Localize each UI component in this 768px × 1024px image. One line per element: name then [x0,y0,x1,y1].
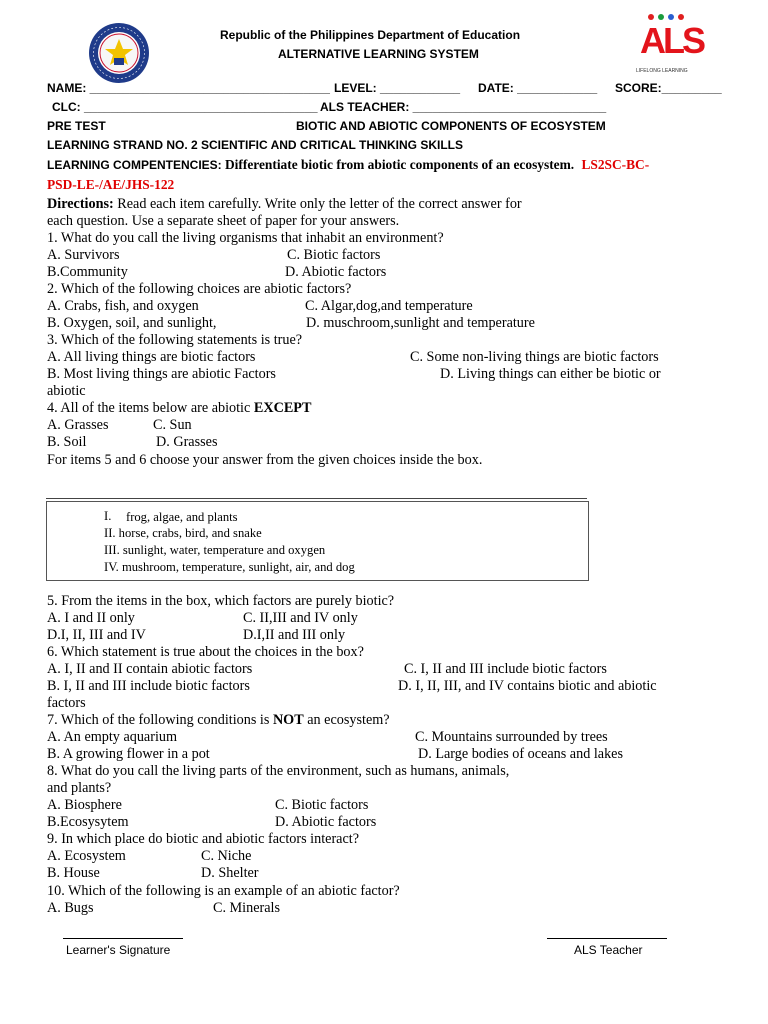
als-logo [636,12,703,78]
q2-option-a: A. Crabs, fish, and oxygen [47,298,199,314]
q7-option-b: B. A growing flower in a pot [47,746,210,762]
competency-label: LEARNING COMPENTENCIES: [47,158,226,172]
q7-emphasis: NOT [272,712,304,728]
competency-text: Differentiate biotic from abiotic components of an ecosystem. [225,157,575,172]
directions-text-1: Read each item carefully. Write only the letter of the correct answer for [113,196,522,212]
q8-option-b: B.Ecosysytem [47,814,129,830]
header-line-2: ALTERNATIVE LEARNING SYSTEM [278,47,479,61]
q5-option-a: A. I and II only [47,610,135,626]
q7-option-c: C. Mountains surrounded by trees [415,729,608,745]
name-field[interactable]: NAME: ____________________________________ [47,81,330,95]
pretest-label: PRE TEST [47,119,106,133]
q4-option-d: D. Grasses [156,434,218,450]
question-5: 5. From the items in the box, which factors are purely biotic? [47,593,395,609]
question-2: 2. Which of the following choices are abiotic factors? [47,281,352,297]
q9-option-c: C. Niche [201,848,252,864]
learning-strand: LEARNING STRAND NO. 2 SCIENTIFIC AND CRITICAL THINKING SKILLS [47,138,464,152]
date-field[interactable]: DATE: ____________ [478,81,598,95]
competency-code-1: LS2SC-BC- [581,157,650,172]
teacher-signature-line[interactable] [547,938,667,939]
topic-title: BIOTIC AND ABIOTIC COMPONENTS OF ECOSYSTEM [296,119,606,133]
q6-option-d: D. I, II, III, and IV contains biotic and abiotic [398,678,657,694]
box-item-4: IV. mushroom, temperature, sunlight, air, and dog [104,560,355,574]
question-8-cont: and plants? [47,780,112,796]
q6-option-a: A. I, II and II contain abiotic factors [47,661,253,677]
q3-option-a: A. All living things are biotic factors [47,349,256,365]
learner-signature-label: Learner's Signature [66,943,171,957]
competency-line [47,157,649,173]
q8-option-d: D. Abiotic factors [275,814,377,830]
q2-option-b: B. Oxygen, soil, and sunlight, [47,315,217,331]
q9-option-d: D. Shelter [201,865,259,881]
q4-option-a: A. Grasses [47,417,109,433]
q9-option-b: B. House [47,865,100,881]
question-10: 10. Which of the following is an example of an abiotic factor? [47,883,400,899]
q4-option-b: B. Soil [47,434,87,450]
q10-option-a: A. Bugs [47,900,94,916]
q9-option-a: A. Ecosystem [47,848,126,864]
q7-option-d: D. Large bodies of oceans and lakes [418,746,623,762]
question-9: 9. In which place do biotic and abiotic factors interact? [47,831,360,847]
box-item-3: III. sunlight, water, temperature and oxygen [104,543,326,557]
box-item-1-num: I. [104,509,112,523]
teacher-signature-label: ALS Teacher [574,943,643,957]
question-1: 1. What do you call the living organisms that inhabit an environment? [47,230,444,246]
q6-option-d-cont: factors [47,695,86,711]
deped-seal-icon [88,22,150,84]
q2-option-d: D. muschroom,sunlight and temperature [306,315,535,331]
als-logo-caption: LIFELONG LEARNING [636,68,688,74]
directions-line-2: each question. Use a separate sheet of paper for your answers. [47,213,400,229]
als-teacher-field[interactable]: ALS TEACHER: _____________________________ [320,100,607,114]
items-note: For items 5 and 6 choose your answer from the given choices inside the box. [47,452,483,468]
q1-option-c: C. Biotic factors [287,247,381,263]
box-item-1: frog, algae, and plants [126,510,238,524]
box-item-2: II. horse, crabs, bird, and snake [104,526,262,540]
q8-option-c: C. Biotic factors [275,797,369,813]
q7-text-end: an ecosystem? [303,712,390,728]
q1-option-b: B.Community [47,264,128,280]
q7-text: 7. Which of the following conditions is [47,712,273,728]
competency-code-2: PSD-LE-/AE/JHS-122 [47,177,175,192]
q3-option-c: C. Some non-living things are biotic factors [410,349,659,365]
q3-option-d: D. Living things can either be biotic or [440,366,661,382]
directions-line-1 [47,196,522,213]
question-6: 6. Which statement is true about the choices in the box? [47,644,364,660]
q4-text: 4. All of the items below are abiotic [47,400,254,416]
q6-option-c: C. I, II and III include biotic factors [404,661,607,677]
q4-option-c: C. Sun [153,417,192,433]
als-logo-text: ALS [640,20,703,61]
question-4 [47,400,311,417]
q10-option-c: C. Minerals [213,900,280,916]
q5-option-d: D.I,II and III only [243,627,346,643]
level-field[interactable]: LEVEL: ____________ [334,81,461,95]
score-field[interactable]: SCORE:_________ [615,81,722,95]
clc-field[interactable]: CLC: ___________________________________ [52,100,318,114]
directions-label: Directions: [47,196,114,212]
box-top-rule [46,498,587,499]
q5-option-c: C. II,III and IV only [243,610,358,626]
q6-option-b: B. I, II and III include biotic factors [47,678,250,694]
question-8: 8. What do you call the living parts of the environment, such as humans, animals, [47,763,510,779]
q4-emphasis: EXCEPT [253,400,312,416]
header-line-1: Republic of the Philippines Department of Education [220,28,521,42]
q1-option-d: D. Abiotic factors [285,264,387,280]
q8-option-a: A. Biosphere [47,797,122,813]
learner-signature-line[interactable] [63,938,183,939]
q5-option-b: D.I, II, III and IV [47,627,146,643]
question-7 [47,712,390,729]
q3-option-b: B. Most living things are abiotic Factors [47,366,276,382]
q3-option-d-cont: abiotic [47,383,86,399]
q2-option-c: C. Algar,dog,and temperature [305,298,473,314]
q1-option-a: A. Survivors [47,247,120,263]
question-3: 3. Which of the following statements is true? [47,332,303,348]
q7-option-a: A. An empty aquarium [47,729,178,745]
